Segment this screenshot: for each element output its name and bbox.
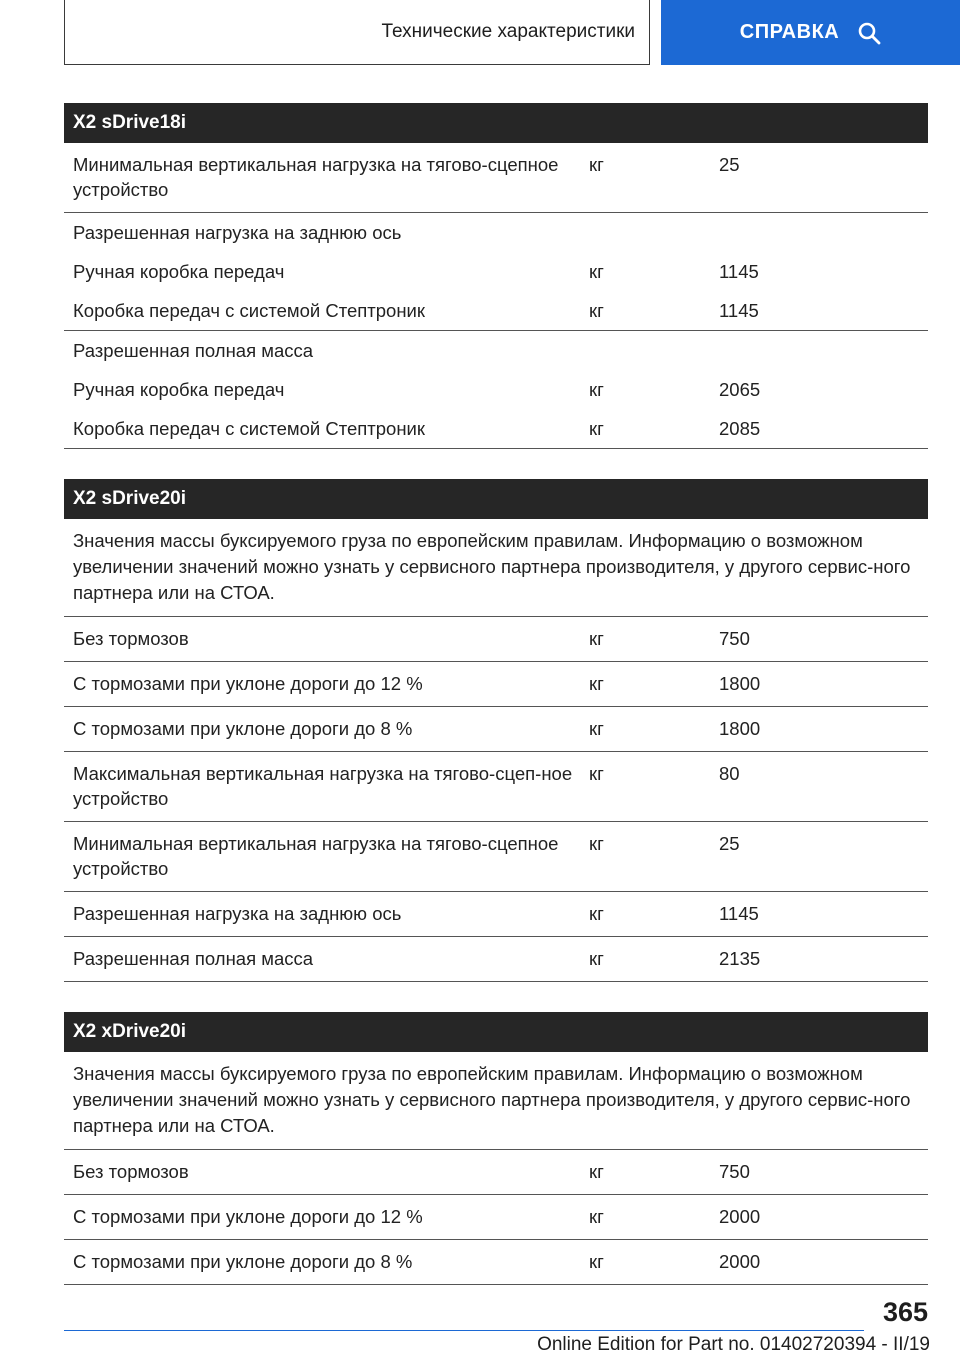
row-unit: кг [589, 300, 604, 321]
spec-tables [64, 103, 928, 1315]
row-label: Без тормозов [73, 1161, 189, 1182]
row-value: 2000 [719, 1206, 761, 1227]
row-label: Ручная коробка передач [73, 379, 285, 400]
table-row [64, 291, 928, 331]
row-value: 25 [719, 833, 740, 854]
row-label: Без тормозов [73, 628, 189, 649]
row-unit: кг [589, 154, 604, 175]
row-unit: кг [589, 379, 604, 400]
table-row [64, 213, 928, 252]
row-value: 2065 [719, 379, 761, 400]
chapter-title-tab[interactable] [64, 0, 650, 65]
table-row [64, 707, 928, 752]
row-value: 750 [719, 628, 750, 649]
row-label: Ручная коробка передач [73, 261, 285, 282]
row-value: 1145 [719, 300, 759, 321]
table-row [64, 370, 928, 409]
row-value: 25 [719, 154, 740, 175]
row-value [719, 331, 928, 370]
row-unit: кг [589, 418, 604, 439]
spec-section-sdrive18i [64, 103, 928, 449]
row-label: Коробка передач с системой Стептроник [73, 418, 425, 439]
row-value: 2000 [719, 1251, 761, 1272]
row-unit: кг [589, 1206, 604, 1227]
table-row [64, 617, 928, 662]
row-label: Коробка передач с системой Стептроник [73, 300, 425, 321]
table-row [64, 143, 928, 213]
table-row [64, 752, 928, 822]
table-row [64, 1150, 928, 1195]
table-row [64, 1195, 928, 1240]
row-value: 80 [719, 763, 740, 784]
row-unit: кг [589, 628, 604, 649]
row-unit [589, 331, 719, 370]
row-label: С тормозами при уклоне дороги до 12 % [73, 673, 423, 694]
spec-section-sdrive20i [64, 479, 928, 982]
row-unit [589, 213, 719, 252]
row-value [719, 213, 928, 252]
row-label: С тормозами при уклоне дороги до 8 % [73, 718, 413, 739]
edition-info: Online Edition for Part no. 01402720394 - II/19 [537, 1334, 930, 1355]
row-label: С тормозами при уклоне дороги до 8 % [73, 1251, 413, 1272]
row-label: Максимальная вертикальная нагрузка на тягово-сцеп-ное устройство [73, 763, 573, 809]
section-title: X2 sDrive18i [64, 103, 928, 143]
row-unit: кг [589, 763, 604, 784]
table-row [64, 822, 928, 892]
row-label: Разрешенная нагрузка на заднюю ось [73, 903, 402, 924]
table-row [64, 892, 928, 937]
chapter-title: Технические характеристики [381, 21, 635, 42]
footer-divider [64, 1330, 864, 1331]
table-row [64, 252, 928, 291]
help-search-button[interactable] [661, 0, 960, 65]
table-row [64, 1240, 928, 1285]
row-unit: кг [589, 673, 604, 694]
section-note: Значения массы буксируемого груза по европейским правилам. Информацию о возможном увеличении значений можно узнать у сервисного партнера производителя, у другого сервис-ного партнера или на СТОА. [64, 1052, 928, 1150]
section-title: X2 sDrive20i [64, 479, 928, 519]
row-value: 1800 [719, 718, 761, 739]
row-unit: кг [589, 833, 604, 854]
spec-section-xdrive20i [64, 1012, 928, 1285]
row-value: 1145 [719, 261, 759, 282]
row-label: Минимальная вертикальная нагрузка на тягово-сцепное устройство [73, 154, 559, 200]
row-value: 1800 [719, 673, 761, 694]
row-unit: кг [589, 903, 604, 924]
page-number: 365 [882, 1297, 928, 1327]
table-row [64, 331, 928, 370]
search-icon [857, 21, 881, 45]
row-unit: кг [589, 1251, 604, 1272]
row-label: Минимальная вертикальная нагрузка на тягово-сцепное устройство [73, 833, 559, 879]
help-label: СПРАВКА [739, 21, 840, 43]
row-unit: кг [589, 948, 604, 969]
top-bar [0, 0, 960, 66]
row-unit: кг [589, 718, 604, 739]
row-unit: кг [589, 261, 604, 282]
section-note: Значения массы буксируемого груза по европейским правилам. Информацию о возможном увеличении значений можно узнать у сервисного партнера производителя, у другого сервис-ного партнера или на СТОА. [64, 519, 928, 617]
row-unit: кг [589, 1161, 604, 1182]
section-title: X2 xDrive20i [64, 1012, 928, 1052]
row-value: 2085 [719, 418, 761, 439]
table-row [64, 662, 928, 707]
row-label: Разрешенная полная масса [73, 948, 314, 969]
table-row [64, 409, 928, 449]
row-label: Разрешенная полная масса [73, 340, 314, 361]
table-row [64, 937, 928, 982]
row-value: 750 [719, 1161, 750, 1182]
row-label: С тормозами при уклоне дороги до 12 % [73, 1206, 423, 1227]
row-value: 1145 [719, 903, 759, 924]
row-value: 2135 [719, 948, 761, 969]
row-label: Разрешенная нагрузка на заднюю ось [73, 222, 402, 243]
